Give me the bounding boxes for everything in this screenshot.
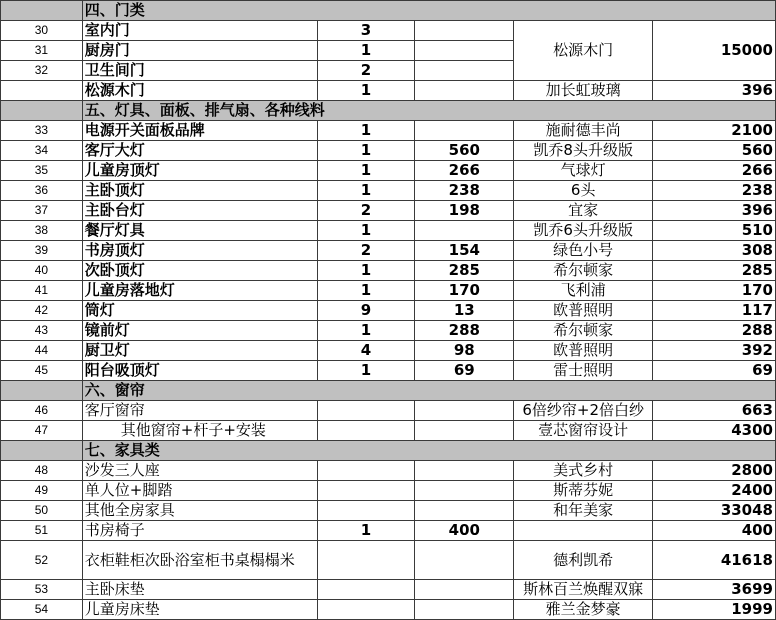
row-number[interactable]: 41 [1,281,83,301]
table-row [1,401,776,421]
row-number[interactable]: 39 [1,241,83,261]
item-quantity[interactable]: 1 [317,361,415,381]
item-total[interactable]: 2400 [653,481,776,501]
item-brand[interactable]: 绿色小号 [514,241,653,261]
item-name[interactable]: 卫生间门 [82,61,317,81]
table-row [1,600,776,620]
item-unit-price[interactable]: 288 [415,321,514,341]
row-number[interactable]: 37 [1,201,83,221]
item-unit-price[interactable] [415,81,514,101]
table-row [1,261,776,281]
item-brand[interactable]: 凯乔6头升级版 [514,221,653,241]
item-unit-price[interactable] [415,61,514,81]
item-name[interactable]: 衣柜鞋柜次卧浴室柜书桌榻榻米 [82,541,317,580]
table-row [1,121,776,141]
row-number[interactable]: 35 [1,161,83,181]
item-name[interactable]: 其他窗帘+杆子+安装 [82,421,317,441]
row-number[interactable]: 43 [1,321,83,341]
item-brand[interactable]: 壹芯窗帘设计 [514,421,653,441]
item-brand[interactable]: 欧普照明 [514,301,653,321]
row-number[interactable]: 32 [1,61,83,81]
item-unit-price[interactable] [415,401,514,421]
table-row [1,81,776,101]
row-number[interactable]: 45 [1,361,83,381]
table-row [1,421,776,441]
item-name[interactable]: 餐厅灯具 [82,221,317,241]
item-name[interactable]: 书房顶灯 [82,241,317,261]
item-unit-price[interactable]: 400 [415,521,514,541]
item-name[interactable]: 电源开关面板品牌 [82,121,317,141]
item-name[interactable]: 客厅大灯 [82,141,317,161]
item-name[interactable]: 厨房门 [82,41,317,61]
item-name[interactable]: 客厅窗帘 [82,401,317,421]
table-row [1,341,776,361]
item-total[interactable]: 396 [653,201,776,221]
item-brand[interactable]: 希尔顿家 [514,261,653,281]
row-number[interactable]: 47 [1,421,83,441]
item-quantity[interactable] [317,461,415,481]
item-brand[interactable]: 德利凯希 [514,541,653,580]
item-unit-price[interactable]: 170 [415,281,514,301]
table-row [1,521,776,541]
item-brand[interactable] [514,521,653,541]
row-number[interactable]: 44 [1,341,83,361]
item-name[interactable]: 次卧顶灯 [82,261,317,281]
item-quantity[interactable]: 2 [317,201,415,221]
section-title[interactable]: 四、门类 [82,1,775,21]
table-row [1,201,776,221]
item-brand[interactable]: 加长虹玻璃 [514,81,653,101]
item-total[interactable]: 2800 [653,461,776,481]
item-unit-price[interactable] [415,41,514,61]
item-total[interactable]: 560 [653,141,776,161]
table-row [1,580,776,600]
item-quantity[interactable]: 1 [317,281,415,301]
table-row [1,301,776,321]
item-name[interactable]: 其他全房家具 [82,501,317,521]
item-total[interactable]: 400 [653,521,776,541]
item-total[interactable]: 308 [653,241,776,261]
item-name[interactable]: 沙发三人座 [82,461,317,481]
row-number[interactable]: 50 [1,501,83,521]
table-row [1,461,776,481]
item-unit-price[interactable] [415,481,514,501]
item-unit-price[interactable] [415,600,514,620]
row-number[interactable]: 36 [1,181,83,201]
item-total[interactable]: 396 [653,81,776,101]
item-unit-price[interactable]: 560 [415,141,514,161]
row-number[interactable]: 52 [1,541,83,580]
item-name[interactable]: 室内门 [82,21,317,41]
item-total[interactable]: 69 [653,361,776,381]
item-quantity[interactable]: 1 [317,521,415,541]
item-name[interactable]: 儿童房顶灯 [82,161,317,181]
item-quantity[interactable]: 4 [317,341,415,361]
item-quantity[interactable] [317,401,415,421]
item-quantity[interactable]: 1 [317,41,415,61]
item-total[interactable]: 1999 [653,600,776,620]
item-unit-price[interactable]: 69 [415,361,514,381]
item-unit-price[interactable] [415,501,514,521]
row-number[interactable]: 54 [1,600,83,620]
row-number[interactable]: 49 [1,481,83,501]
item-total[interactable]: 288 [653,321,776,341]
section-index-cell[interactable] [1,101,83,121]
row-number[interactable]: 30 [1,21,83,41]
item-name[interactable]: 阳台吸顶灯 [82,361,317,381]
item-name[interactable]: 儿童房落地灯 [82,281,317,301]
item-total[interactable]: 266 [653,161,776,181]
row-number[interactable] [1,81,83,101]
row-number[interactable]: 34 [1,141,83,161]
item-quantity[interactable]: 1 [317,181,415,201]
section-title[interactable]: 七、家具类 [82,441,775,461]
item-quantity[interactable] [317,600,415,620]
row-number[interactable]: 38 [1,221,83,241]
item-unit-price[interactable]: 154 [415,241,514,261]
item-total[interactable]: 238 [653,181,776,201]
table-row [1,221,776,241]
item-name[interactable]: 松源木门 [82,81,317,101]
item-name[interactable]: 书房椅子 [82,521,317,541]
section-index-cell[interactable] [1,441,83,461]
item-unit-price[interactable]: 238 [415,181,514,201]
item-quantity[interactable]: 1 [317,121,415,141]
item-brand[interactable]: 飞利浦 [514,281,653,301]
item-quantity[interactable]: 9 [317,301,415,321]
item-brand[interactable]: 松源木门 [514,21,653,81]
table-row [1,161,776,181]
row-number[interactable]: 51 [1,521,83,541]
item-unit-price[interactable] [415,541,514,580]
item-total[interactable]: 117 [653,301,776,321]
table-row [1,501,776,521]
item-unit-price[interactable]: 13 [415,301,514,321]
item-total[interactable]: 33048 [653,501,776,521]
row-number[interactable]: 42 [1,301,83,321]
item-total[interactable]: 4300 [653,421,776,441]
item-quantity[interactable]: 2 [317,241,415,261]
table-row [1,481,776,501]
item-name[interactable]: 筒灯 [82,301,317,321]
item-total[interactable]: 15000 [653,21,776,81]
section-title[interactable]: 五、灯具、面板、排气扇、各种线料 [82,101,775,121]
table-row [1,21,776,41]
item-total[interactable]: 3699 [653,580,776,600]
item-unit-price[interactable] [415,580,514,600]
item-name[interactable]: 主卧台灯 [82,201,317,221]
section-title[interactable]: 六、窗帘 [82,381,775,401]
item-unit-price[interactable] [415,21,514,41]
section-header-row [1,441,776,461]
item-quantity[interactable] [317,481,415,501]
row-number[interactable]: 31 [1,41,83,61]
item-quantity[interactable]: 1 [317,161,415,181]
item-unit-price[interactable]: 98 [415,341,514,361]
item-quantity[interactable]: 1 [317,81,415,101]
table-row [1,241,776,261]
section-header-row [1,381,776,401]
item-brand[interactable]: 宜家 [514,201,653,221]
item-brand[interactable]: 欧普照明 [514,341,653,361]
item-unit-price[interactable]: 266 [415,161,514,181]
item-total[interactable]: 2100 [653,121,776,141]
row-number[interactable]: 48 [1,461,83,481]
row-number[interactable]: 53 [1,580,83,600]
item-quantity[interactable]: 1 [317,261,415,281]
item-quantity[interactable]: 1 [317,141,415,161]
item-name[interactable]: 儿童房床垫 [82,600,317,620]
item-quantity[interactable] [317,421,415,441]
item-brand[interactable]: 和年美家 [514,501,653,521]
item-unit-price[interactable] [415,421,514,441]
item-unit-price[interactable]: 285 [415,261,514,281]
item-brand[interactable]: 6倍纱帘+2倍白纱 [514,401,653,421]
item-quantity[interactable]: 1 [317,221,415,241]
item-brand[interactable]: 斯蒂芬妮 [514,481,653,501]
section-index-cell[interactable] [1,381,83,401]
item-name[interactable]: 厨卫灯 [82,341,317,361]
item-brand[interactable]: 施耐德丰尚 [514,121,653,141]
row-number[interactable]: 40 [1,261,83,281]
item-unit-price[interactable]: 198 [415,201,514,221]
item-brand[interactable]: 斯林百兰焕醒双寐 [514,580,653,600]
section-header-row [1,101,776,121]
item-total[interactable]: 392 [653,341,776,361]
item-quantity[interactable]: 3 [317,21,415,41]
item-total[interactable]: 41618 [653,541,776,580]
item-quantity[interactable] [317,541,415,580]
item-brand[interactable]: 6头 [514,181,653,201]
item-quantity[interactable]: 2 [317,61,415,81]
item-brand[interactable]: 雷士照明 [514,361,653,381]
table-row [1,181,776,201]
item-total[interactable]: 663 [653,401,776,421]
item-total[interactable]: 285 [653,261,776,281]
row-number[interactable]: 33 [1,121,83,141]
item-unit-price[interactable] [415,221,514,241]
table-row [1,141,776,161]
item-name[interactable]: 镜前灯 [82,321,317,341]
item-total[interactable]: 170 [653,281,776,301]
item-brand[interactable]: 凯乔8头升级版 [514,141,653,161]
row-number[interactable]: 46 [1,401,83,421]
item-quantity[interactable]: 1 [317,321,415,341]
table-row [1,281,776,301]
item-brand[interactable]: 希尔顿家 [514,321,653,341]
section-header-row [1,1,776,21]
table-row [1,321,776,341]
item-unit-price[interactable] [415,121,514,141]
item-quantity[interactable] [317,501,415,521]
item-unit-price[interactable] [415,461,514,481]
item-total[interactable]: 510 [653,221,776,241]
table-row [1,541,776,580]
item-name[interactable]: 主卧床垫 [82,580,317,600]
section-index-cell[interactable] [1,1,83,21]
item-brand[interactable]: 美式乡村 [514,461,653,481]
item-name[interactable]: 单人位+脚踏 [82,481,317,501]
item-brand[interactable]: 气球灯 [514,161,653,181]
item-quantity[interactable] [317,580,415,600]
item-name[interactable]: 主卧顶灯 [82,181,317,201]
item-brand[interactable]: 雅兰金梦豪 [514,600,653,620]
table-row [1,361,776,381]
